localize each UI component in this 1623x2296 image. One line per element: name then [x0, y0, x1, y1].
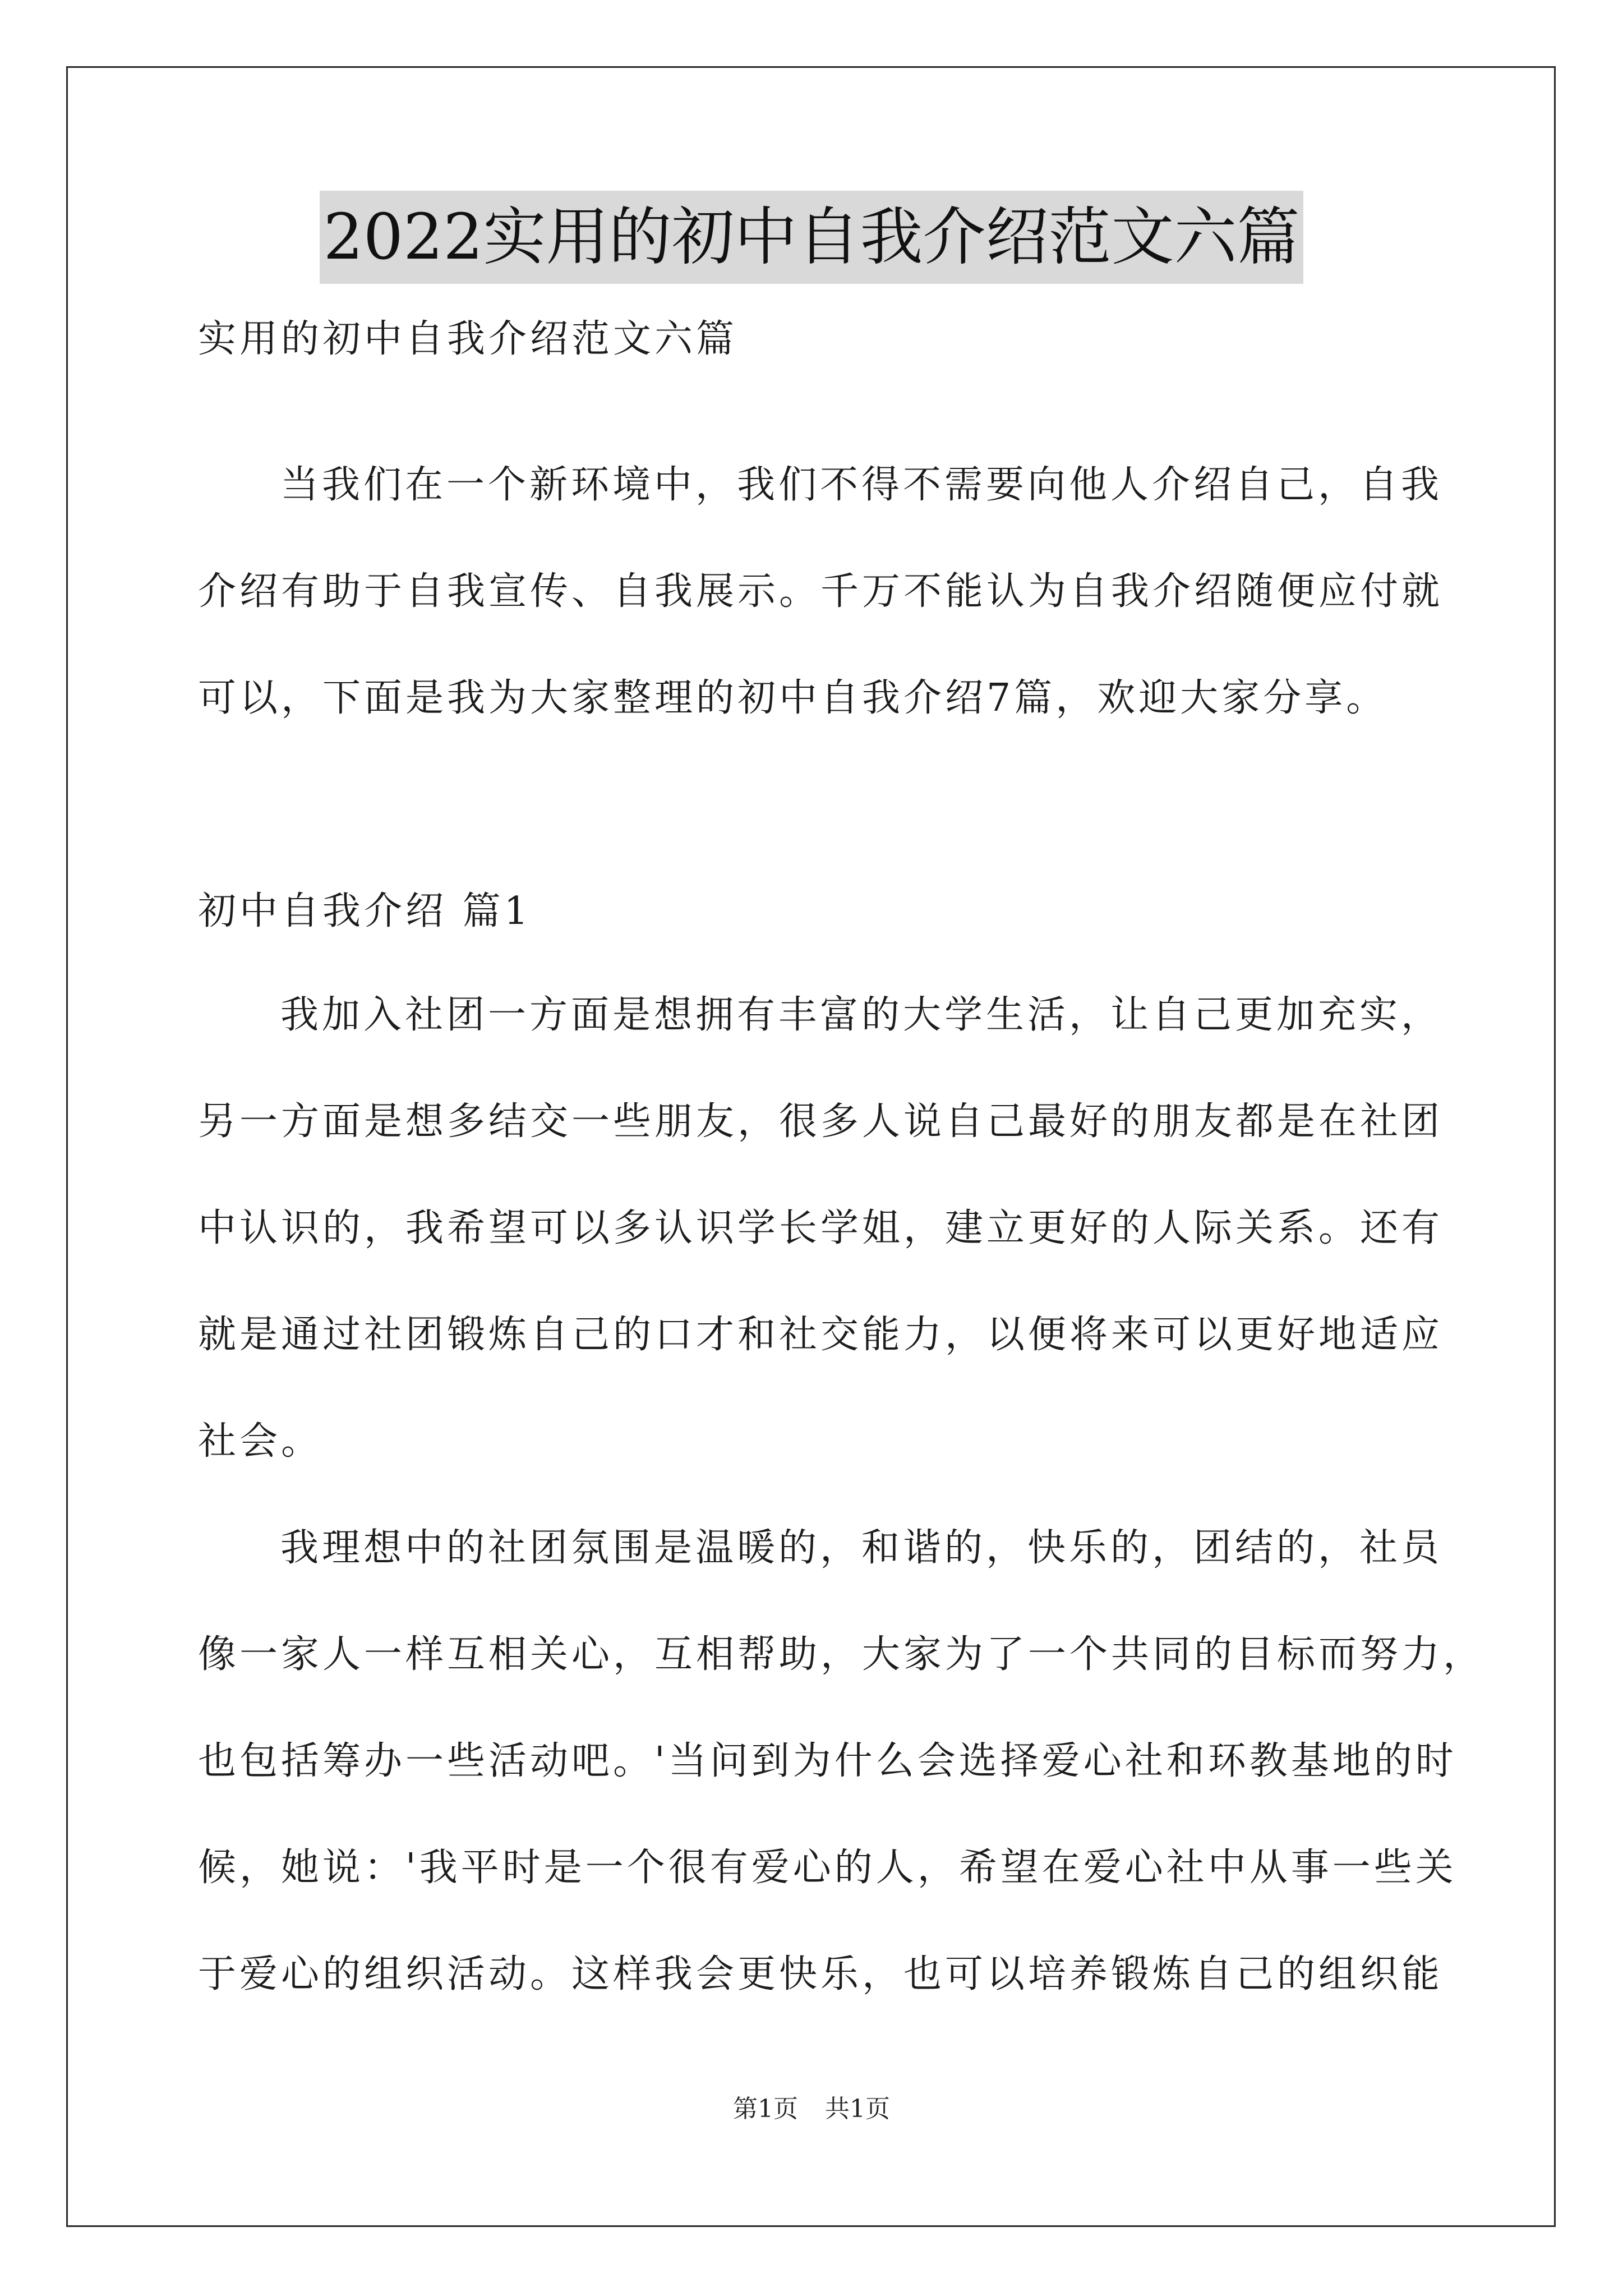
page-number-total: 共1页	[825, 2095, 890, 2123]
page-number-current: 第1页	[733, 2095, 798, 2123]
intro-line: 介绍有助于自我宣传、自我展示。千万不能认为自我介绍随便应付就	[198, 569, 1444, 614]
intro-line: 当我们在一个新环境中，我们不得不需要向他人介绍自己，自我	[280, 463, 1443, 507]
title-container	[0, 191, 1623, 284]
paragraph-line: 另一方面是想多结交一些朋友，很多人说自己最好的朋友都是在社团	[198, 1099, 1444, 1144]
document-subtitle: 实用的初中自我介绍范文六篇	[198, 317, 738, 361]
paragraph-line: 我理想中的社团氛围是温暖的，和谐的，快乐的，团结的，社员	[280, 1526, 1443, 1570]
paragraph-line: 于爱心的组织活动。这样我会更快乐，也可以培养锻炼自己的组织能	[198, 1952, 1444, 1996]
paragraph-line: 像一家人一样互相关心，互相帮助，大家为了一个共同的目标而努力，	[198, 1632, 1485, 1677]
page-footer	[0, 2092, 1623, 2126]
paragraph-line: 也包括筹办一些活动吧。'当问到为什么会选择爱心社和环教基地的时	[198, 1739, 1457, 1783]
document-title: 2022实用的初中自我介绍范文六篇	[320, 191, 1303, 284]
paragraph-line: 就是通过社团锻炼自己的口才和社交能力，以便将来可以更好地适应	[198, 1313, 1444, 1357]
paragraph-line: 社会。	[198, 1419, 323, 1464]
paragraph-line: 我加入社团一方面是想拥有丰富的大学生活，让自己更加充实，	[280, 993, 1443, 1037]
intro-line: 可以，下面是我为大家整理的初中自我介绍7篇，欢迎大家分享。	[198, 676, 1388, 720]
paragraph-line: 中认识的，我希望可以多认识学长学姐，建立更好的人际关系。还有	[198, 1206, 1444, 1250]
section-heading: 初中自我介绍 篇1	[198, 889, 532, 933]
paragraph-line: 候，她说：'我平时是一个很有爱心的人，希望在爱心社中从事一些关	[198, 1846, 1457, 1890]
